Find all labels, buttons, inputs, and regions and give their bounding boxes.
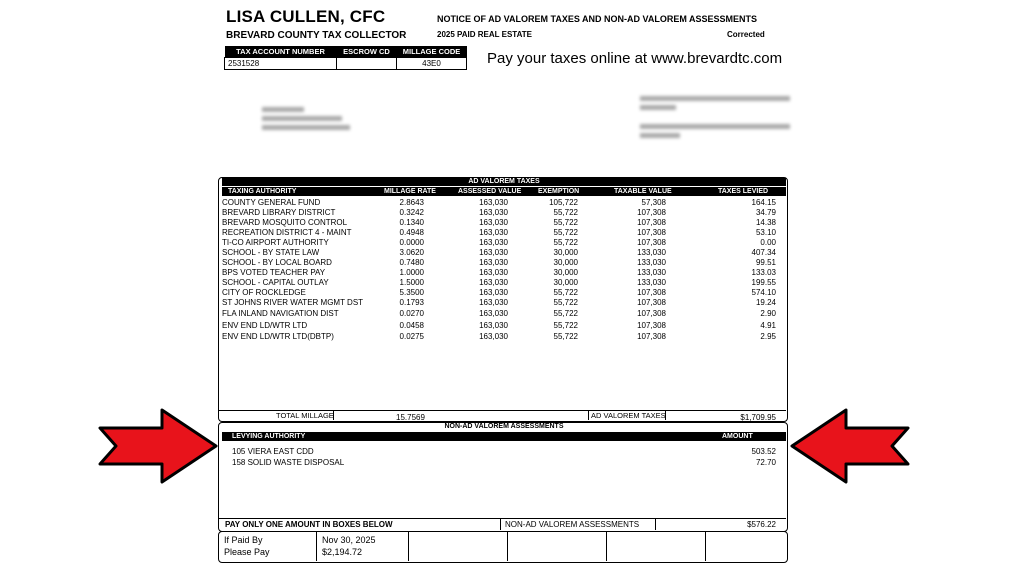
non-ad-cell-divider-1 — [500, 518, 501, 530]
notice-title: NOTICE OF AD VALOREM TAXES AND NON-AD VALOREM ASSESSMENTS — [437, 14, 758, 24]
total-cell-divider-2 — [588, 410, 589, 420]
ad-valorem-row-2-authority: BREVARD LIBRARY DISTRICT — [222, 208, 336, 217]
ad-valorem-row-7-authority: SCHOOL - BY LOCAL BOARD — [222, 258, 332, 267]
ad-valorem-row-6-exemption: 30,000 — [553, 248, 578, 257]
ad-valorem-row-3-assessed-value: 163,030 — [479, 218, 508, 227]
please-pay-label: Please Pay — [224, 547, 270, 557]
ad-valorem-row-8-exemption: 30,000 — [553, 268, 578, 277]
ad-valorem-row-9-exemption: 30,000 — [553, 278, 578, 287]
ad-valorem-row-3-exemption: 55,722 — [553, 218, 578, 227]
ad-valorem-row-13-taxes-levied: 4.91 — [760, 321, 776, 330]
col-millage-rate: MILLAGE RATE — [384, 188, 436, 195]
ad-valorem-row-4-exemption: 55,722 — [553, 228, 578, 237]
ad-valorem-row-8-taxable-value: 133,030 — [637, 268, 666, 277]
ad-valorem-row-5-exemption: 55,722 — [553, 238, 578, 247]
ad-valorem-row-9-authority: SCHOOL - CAPITAL OUTLAY — [222, 278, 329, 287]
ad-valorem-row-6-authority: SCHOOL - BY STATE LAW — [222, 248, 320, 257]
redacted-owner-address — [262, 107, 362, 130]
ad-valorem-row-3-taxes-levied: 14.38 — [755, 218, 776, 227]
col-exemption: EXEMPTION — [538, 188, 580, 195]
ad-valorem-row-14-exemption: 55,722 — [553, 332, 578, 341]
non-ad-assessments-label: NON-AD VALOREM ASSESSMENTS — [505, 520, 640, 529]
millage-code-header: MILLAGE CODE — [397, 46, 467, 58]
ad-valorem-row-1-assessed-value: 163,030 — [479, 198, 508, 207]
ad-valorem-row-1-taxable-value: 57,308 — [641, 198, 666, 207]
pay-divider-2 — [408, 531, 409, 561]
non-ad-total-divider — [219, 518, 786, 519]
ad-valorem-row-7-taxes-levied: 99.51 — [755, 258, 776, 267]
escrow-code — [337, 58, 397, 70]
ad-valorem-row-1-exemption: 105,722 — [549, 198, 578, 207]
ad-valorem-row-2-exemption: 55,722 — [553, 208, 578, 217]
ad-valorem-row-8-authority: BPS VOTED TEACHER PAY — [222, 268, 326, 277]
levy-row-2-amount: 72.70 — [755, 458, 776, 467]
ad-valorem-row-12-assessed-value: 163,030 — [479, 309, 508, 318]
ad-valorem-row-2-millage-rate: 0.3242 — [399, 208, 424, 217]
ad-valorem-row-12-taxes-levied: 2.90 — [760, 309, 776, 318]
escrow-header: ESCROW CD — [337, 46, 397, 58]
pay-online-notice: Pay your taxes online at www.brevardtc.com — [487, 50, 783, 67]
ad-valorem-row-10-authority: CITY OF ROCKLEDGE — [222, 288, 306, 297]
ad-valorem-row-12-millage-rate: 0.0270 — [399, 309, 424, 318]
ad-valorem-title: AD VALOREM TAXES — [222, 178, 786, 186]
ad-valorem-row-12-exemption: 55,722 — [553, 309, 578, 318]
levy-row-2-authority: 158 SOLID WASTE DISPOSAL — [232, 458, 345, 467]
ad-valorem-row-14-authority: ENV END LD/WTR LTD(DBTP) — [222, 332, 334, 341]
redacted-property-description — [640, 96, 800, 138]
ad-valorem-row-5-assessed-value: 163,030 — [479, 238, 508, 247]
ad-valorem-row-11-taxes-levied: 19.24 — [755, 298, 776, 307]
ad-valorem-column-header-bar — [222, 187, 786, 196]
ad-valorem-row-8-millage-rate: 1.0000 — [399, 268, 424, 277]
ad-valorem-row-5-taxes-levied: 0.00 — [760, 238, 776, 247]
ad-valorem-row-13-taxable-value: 107,308 — [637, 321, 666, 330]
col-amount: AMOUNT — [722, 433, 753, 440]
ad-valorem-row-6-taxes-levied: 407.34 — [751, 248, 776, 257]
ad-valorem-row-11-exemption: 55,722 — [553, 298, 578, 307]
ad-valorem-row-12-authority: FLA INLAND NAVIGATION DIST — [222, 309, 339, 318]
ad-valorem-row-4-assessed-value: 163,030 — [479, 228, 508, 237]
total-cell-divider-1 — [333, 410, 334, 420]
ad-valorem-row-7-taxable-value: 133,030 — [637, 258, 666, 267]
total-millage-value: 15.7569 — [396, 413, 425, 422]
ad-valorem-taxes-total: $1,709.95 — [740, 413, 776, 422]
ad-valorem-row-11-authority: ST JOHNS RIVER WATER MGMT DST — [222, 298, 364, 307]
pay-divider-5 — [705, 531, 706, 561]
ad-valorem-row-10-assessed-value: 163,030 — [479, 288, 508, 297]
col-levying-authority: LEVYING AUTHORITY — [232, 433, 306, 440]
tax-year-line: 2025 PAID REAL ESTATE — [437, 30, 532, 39]
ad-valorem-row-10-millage-rate: 5.3500 — [399, 288, 424, 297]
total-millage-label: TOTAL MILLAGE — [276, 411, 334, 420]
tax-account-header: TAX ACCOUNT NUMBER — [225, 46, 337, 58]
payment-schedule-box — [218, 531, 788, 563]
ad-valorem-row-3-taxable-value: 107,308 — [637, 218, 666, 227]
ad-valorem-row-8-assessed-value: 163,030 — [479, 268, 508, 277]
tax-account-number: 2531528 — [225, 58, 337, 70]
pay-amount: $2,194.72 — [322, 547, 363, 557]
col-taxing-authority: TAXING AUTHORITY — [228, 188, 297, 195]
ad-valorem-row-1-authority: COUNTY GENERAL FUND — [222, 198, 321, 207]
tax-collector-office: BREVARD COUNTY TAX COLLECTOR — [226, 30, 407, 41]
ad-valorem-row-11-taxable-value: 107,308 — [637, 298, 666, 307]
ad-valorem-row-9-assessed-value: 163,030 — [479, 278, 508, 287]
ad-valorem-row-5-millage-rate: 0.0000 — [399, 238, 424, 247]
ad-valorem-row-13-millage-rate: 0.0458 — [399, 321, 424, 330]
ad-valorem-row-4-taxes-levied: 53.10 — [755, 228, 776, 237]
if-paid-by-label: If Paid By — [224, 535, 263, 545]
ad-valorem-row-5-authority: TI-CO AIRPORT AUTHORITY — [222, 238, 329, 247]
ad-valorem-row-9-millage-rate: 1.5000 — [399, 278, 424, 287]
ad-valorem-row-3-authority: BREVARD MOSQUITO CONTROL — [222, 218, 348, 227]
ad-valorem-row-11-millage-rate: 0.1793 — [399, 298, 424, 307]
account-info-table — [224, 46, 467, 70]
ad-valorem-row-14-millage-rate: 0.0275 — [399, 332, 424, 341]
ad-valorem-row-2-assessed-value: 163,030 — [479, 208, 508, 217]
ad-valorem-row-9-taxable-value: 133,030 — [637, 278, 666, 287]
ad-valorem-row-7-assessed-value: 163,030 — [479, 258, 508, 267]
col-taxes-levied: TAXES LEVIED — [718, 188, 769, 195]
pay-divider-4 — [606, 531, 607, 561]
ad-valorem-row-4-authority: RECREATION DISTRICT 4 - MAINT — [222, 228, 352, 237]
ad-valorem-row-1-taxes-levied: 164.15 — [751, 198, 776, 207]
ad-valorem-row-7-millage-rate: 0.7480 — [399, 258, 424, 267]
ad-valorem-row-5-taxable-value: 107,308 — [637, 238, 666, 247]
ad-valorem-row-12-taxable-value: 107,308 — [637, 309, 666, 318]
ad-valorem-row-2-taxable-value: 107,308 — [637, 208, 666, 217]
tax-collector-name: LISA CULLEN, CFC — [226, 7, 386, 26]
ad-valorem-row-7-exemption: 30,000 — [553, 258, 578, 267]
col-taxable-value: TAXABLE VALUE — [614, 188, 672, 195]
ad-valorem-row-14-assessed-value: 163,030 — [479, 332, 508, 341]
non-ad-valorem-header-bar — [222, 432, 786, 441]
ad-valorem-row-6-assessed-value: 163,030 — [479, 248, 508, 257]
ad-valorem-row-6-taxable-value: 133,030 — [637, 248, 666, 257]
ad-valorem-row-1-millage-rate: 2.8643 — [399, 198, 424, 207]
ad-valorem-row-2-taxes-levied: 34.79 — [755, 208, 776, 217]
ad-valorem-row-14-taxes-levied: 2.95 — [760, 332, 776, 341]
ad-valorem-row-13-assessed-value: 163,030 — [479, 321, 508, 330]
pay-by-date: Nov 30, 2025 — [322, 535, 376, 545]
ad-valorem-row-10-taxable-value: 107,308 — [637, 288, 666, 297]
levy-row-1-authority: 105 VIERA EAST CDD — [232, 447, 314, 456]
ad-valorem-row-14-taxable-value: 107,308 — [637, 332, 666, 341]
ad-valorem-row-11-assessed-value: 163,030 — [479, 298, 508, 307]
ad-valorem-row-4-millage-rate: 0.4948 — [399, 228, 424, 237]
non-ad-assessments-total: $576.22 — [747, 520, 776, 529]
ad-valorem-taxes-label: AD VALOREM TAXES — [591, 411, 666, 420]
ad-valorem-row-13-authority: ENV END LD/WTR LTD — [222, 321, 308, 330]
levy-row-1-amount: 503.52 — [751, 447, 776, 456]
ad-valorem-row-10-taxes-levied: 574.10 — [751, 288, 776, 297]
ad-valorem-row-10-exemption: 55,722 — [553, 288, 578, 297]
millage-code: 43E0 — [397, 58, 467, 70]
ad-valorem-row-4-taxable-value: 107,308 — [637, 228, 666, 237]
ad-valorem-row-13-exemption: 55,722 — [553, 321, 578, 330]
ad-valorem-row-3-millage-rate: 0.1340 — [399, 218, 424, 227]
non-ad-cell-divider-2 — [655, 518, 656, 530]
non-ad-valorem-title: NON-AD VALOREM ASSESSMENTS — [444, 423, 564, 430]
ad-valorem-row-9-taxes-levied: 199.55 — [751, 278, 776, 287]
col-assessed-value: ASSESSED VALUE — [458, 188, 522, 195]
ad-valorem-row-8-taxes-levied: 133.03 — [751, 268, 776, 277]
pay-divider-1 — [316, 531, 317, 561]
pay-divider-3 — [507, 531, 508, 561]
corrected-status: Corrected — [727, 30, 765, 39]
right-red-arrow-icon — [788, 406, 912, 486]
ad-valorem-row-6-millage-rate: 3.0620 — [399, 248, 424, 257]
left-red-arrow-icon — [96, 406, 220, 486]
pay-only-one-label: PAY ONLY ONE AMOUNT IN BOXES BELOW — [225, 520, 393, 529]
